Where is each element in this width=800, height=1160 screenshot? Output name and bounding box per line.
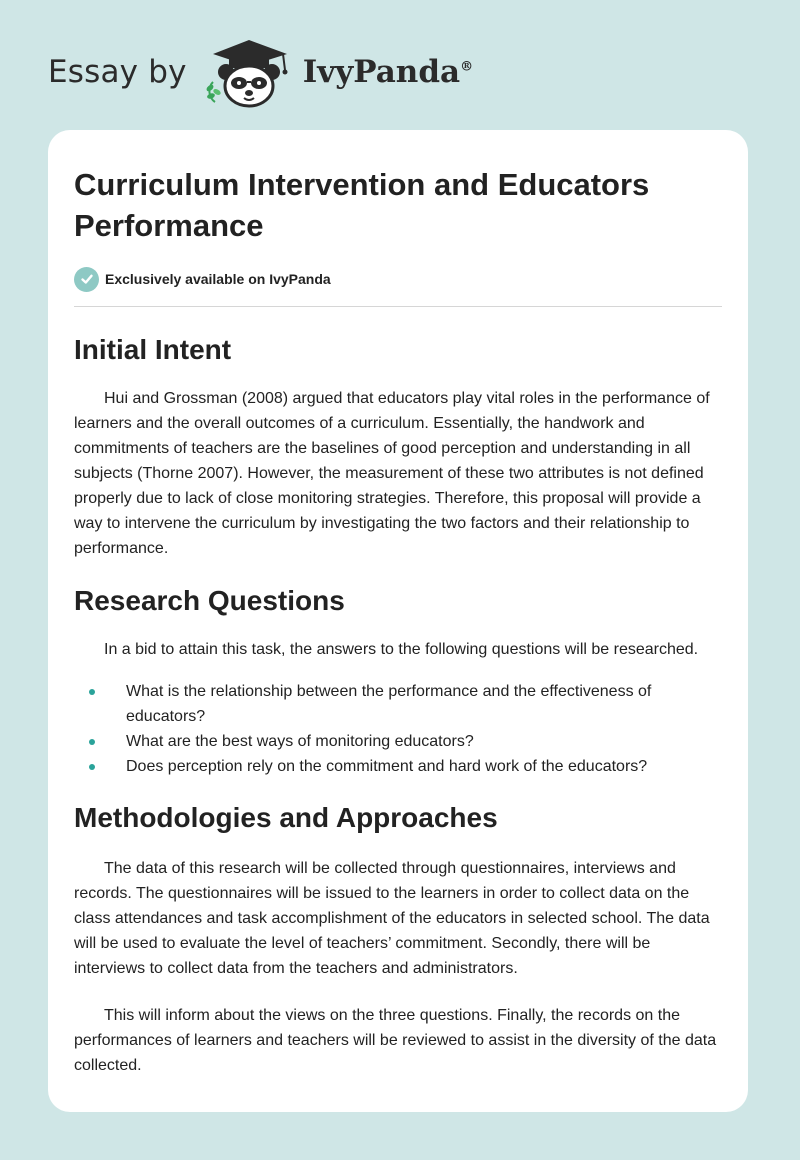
brand-prefix: Essay by xyxy=(48,54,187,90)
list-item: What is the relationship between the performance and the effectiveness of educators? xyxy=(74,679,722,729)
section-heading-research-questions: Research Questions xyxy=(74,585,345,616)
bullet-icon xyxy=(89,689,95,695)
paragraph: This will inform about the views on the three questions. Finally, the records on the performances of learners and teachers will be reviewed to assist in the diversity of the data collected. xyxy=(74,1007,717,1074)
check-circle-icon xyxy=(74,267,99,292)
paragraph: In a bid to attain this task, the answers to the following questions will be researched. xyxy=(104,641,699,658)
list-item: What are the best ways of monitoring educators? xyxy=(74,729,722,754)
essay-card xyxy=(48,130,748,1112)
brand-name[interactable]: IvyPanda® xyxy=(302,54,474,90)
paragraph: Hui and Grossman (2008) argued that educators play vital roles in the performance of learners and the overall outcomes of a curriculum. Essentially, the handwork and commitments of teachers are the baselines of good perception and understanding in all subjects (Thorne 2007). However, the measurement of these two attributes is not defined properly due to lack of close monitoring strategies. Therefore, this proposal will provide a way to intervene the curriculum by investigating the two factors and their relationship to performance. xyxy=(74,390,710,557)
divider xyxy=(74,306,722,307)
brand-header xyxy=(48,36,473,108)
section-heading-methodologies: Methodologies and Approaches xyxy=(74,802,498,833)
paragraph: The data of this research will be collected through questionnaires, interviews and records. The questionnaires will be issued to the learners in order to collect data on the class attendances and task accomplishment of the educators in selected school. The data will be used to evaluate the level of teachers’ commitment. Secondly, there will be interviews to collect data from the teachers and administrators. xyxy=(74,860,710,977)
registered-mark: ® xyxy=(460,59,474,75)
exclusive-label: Exclusively available on IvyPanda xyxy=(105,271,331,287)
bullet-icon xyxy=(89,764,95,770)
bullet-icon xyxy=(89,739,95,745)
list-item: Does perception rely on the commitment and hard work of the educators? xyxy=(74,754,722,779)
research-questions-list xyxy=(74,679,722,779)
section-heading-initial-intent: Initial Intent xyxy=(74,334,232,365)
essay-title: Curriculum Intervention and Educators Performance xyxy=(74,167,650,243)
exclusive-badge xyxy=(74,266,722,292)
panda-logo-icon[interactable] xyxy=(199,36,299,108)
